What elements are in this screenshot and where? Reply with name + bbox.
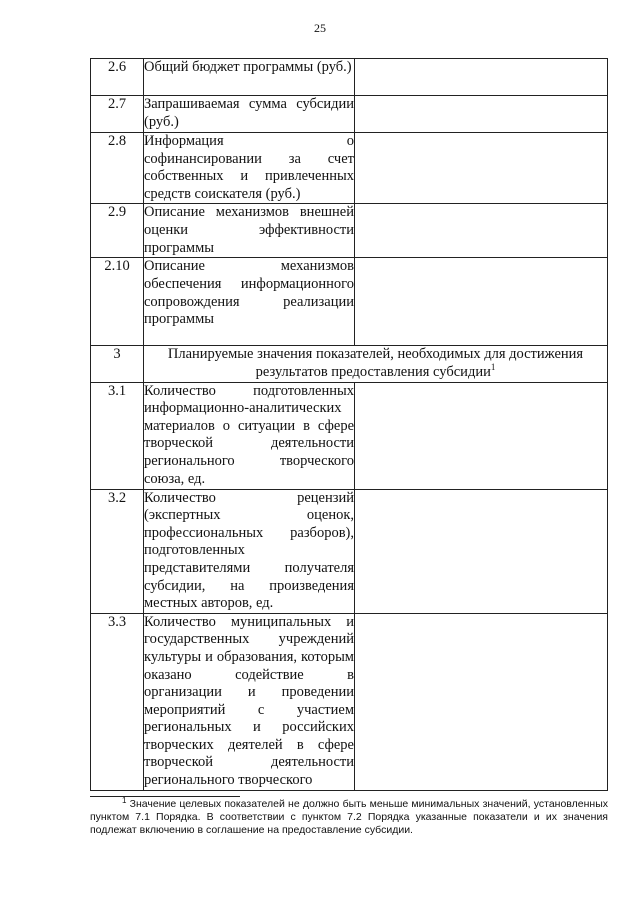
section-title: Планируемые значения показателей, необходимых для достижения результатов предоставления субсидии (167, 346, 584, 380)
footnote-text: Значение целевых показателей не должно быть меньше минимальных значений, установленных пунктом 7.1 Порядка. В соответствии с пунктом 7.2 Порядка указанные показатели и их значения подлежат включению в соглашение на предоставление субсидии. (90, 798, 609, 836)
row-description: Запрашиваемая сумма субсидии (руб.) (144, 96, 355, 133)
row-description: Описание механизмов обеспечения информационного сопровождения реализации программы (144, 258, 355, 346)
row-number: 2.10 (91, 258, 144, 346)
value-cell[interactable] (355, 613, 608, 790)
row-number: 3.1 (91, 382, 144, 489)
footnote-divider (90, 796, 240, 797)
section-header-row (91, 346, 608, 382)
row-description: Количество муниципальных и государственных учреждений культуры и образования, которым оказано содействие в организации и проведении мероприятий с участием региональных и российских творческих деятелей в сфере творческой деятельности регионального творческого (144, 613, 355, 790)
table-row (91, 204, 608, 258)
row-number: 2.8 (91, 133, 144, 204)
table-row (91, 258, 608, 346)
value-cell[interactable] (355, 489, 608, 613)
row-description: Описание механизмов внешней оценки эффективности программы (144, 204, 355, 258)
table-row (91, 613, 608, 790)
row-number: 2.7 (91, 96, 144, 133)
footnote-mark: 1 (122, 795, 127, 805)
footnote (90, 795, 609, 837)
row-description: Количество рецензий (экспертных оценок, профессиональных разборов), подготовленных представителями получателя субсидии, на произведения местных авторов, ед. (144, 489, 355, 613)
row-description: Информация о софинансировании за счет собственных и привлеченных средств соискателя (руб.) (144, 133, 355, 204)
value-cell[interactable] (355, 382, 608, 489)
value-cell[interactable] (355, 258, 608, 346)
value-cell[interactable] (355, 96, 608, 133)
table-row (91, 133, 608, 204)
row-description: Общий бюджет программы (руб.) (144, 59, 355, 96)
row-description: Количество подготовленных информационно-аналитических материалов о ситуации в сфере творческой деятельности регионального творческого союза, ед. (144, 382, 355, 489)
row-number: 3 (91, 346, 144, 382)
table-row (91, 489, 608, 613)
table-row (91, 96, 608, 133)
application-form-table (90, 58, 608, 791)
value-cell[interactable] (355, 133, 608, 204)
row-number: 2.9 (91, 204, 144, 258)
table-row (91, 59, 608, 96)
footnote-reference: 1 (490, 362, 496, 373)
row-number: 2.6 (91, 59, 144, 96)
row-number: 3.3 (91, 613, 144, 790)
value-cell[interactable] (355, 204, 608, 258)
row-number: 3.2 (91, 489, 144, 613)
section-title-cell (144, 346, 608, 382)
value-cell[interactable] (355, 59, 608, 96)
table-row (91, 382, 608, 489)
page-number: 25 (314, 21, 326, 35)
